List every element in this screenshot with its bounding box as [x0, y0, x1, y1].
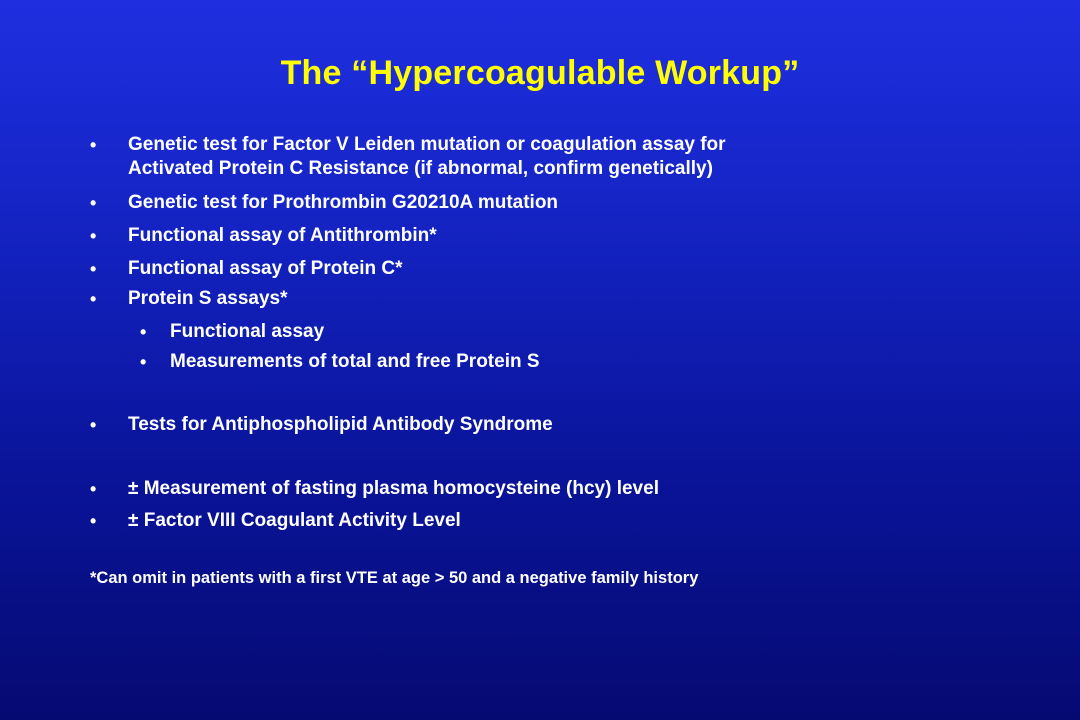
list-item-text: Functional assay of Protein C* — [128, 258, 403, 279]
bullet-icon: • — [90, 289, 97, 309]
bullet-icon: • — [90, 415, 97, 435]
sub-list-item — [140, 320, 325, 344]
list-item — [90, 509, 461, 533]
bullet-icon: • — [90, 479, 97, 499]
list-item-text: Tests for Antiphospholipid Antibody Syndrome — [128, 414, 553, 435]
list-item-text: Functional assay — [170, 321, 325, 342]
list-item-text: Protein S assays* — [128, 288, 288, 309]
list-item-text-line1: Genetic test for Factor V Leiden mutation or coagulation assay for — [128, 134, 726, 155]
list-item-text: Functional assay of Antithrombin* — [128, 225, 437, 246]
sub-list-item — [140, 350, 540, 374]
slide-title: The “Hypercoagulable Workup” — [280, 54, 800, 92]
list-item — [90, 287, 288, 311]
bullet-icon: • — [140, 352, 147, 372]
list-item-text: ± Measurement of fasting plasma homocysteine (hcy) level — [128, 478, 659, 499]
list-item — [90, 477, 659, 501]
bullet-icon: • — [90, 511, 97, 531]
bullet-icon: • — [140, 322, 147, 342]
list-item-text: ± Factor VIII Coagulant Activity Level — [128, 510, 461, 531]
footnote: *Can omit in patients with a first VTE at age > 50 and a negative family history — [90, 569, 699, 587]
bullet-icon: • — [90, 135, 97, 155]
list-item — [90, 413, 553, 437]
list-item — [90, 224, 437, 248]
list-item — [90, 191, 559, 215]
list-item-text: Measurements of total and free Protein S — [170, 351, 540, 372]
bullet-icon: • — [90, 226, 97, 246]
list-item — [90, 257, 403, 281]
list-item-text-line2: Activated Protein C Resistance (if abnormal, confirm genetically) — [128, 158, 713, 179]
bullet-icon: • — [90, 259, 97, 279]
list-item-text: Genetic test for Prothrombin G20210A mutation — [128, 192, 559, 213]
bullet-icon: • — [90, 193, 97, 213]
list-item — [90, 133, 726, 181]
